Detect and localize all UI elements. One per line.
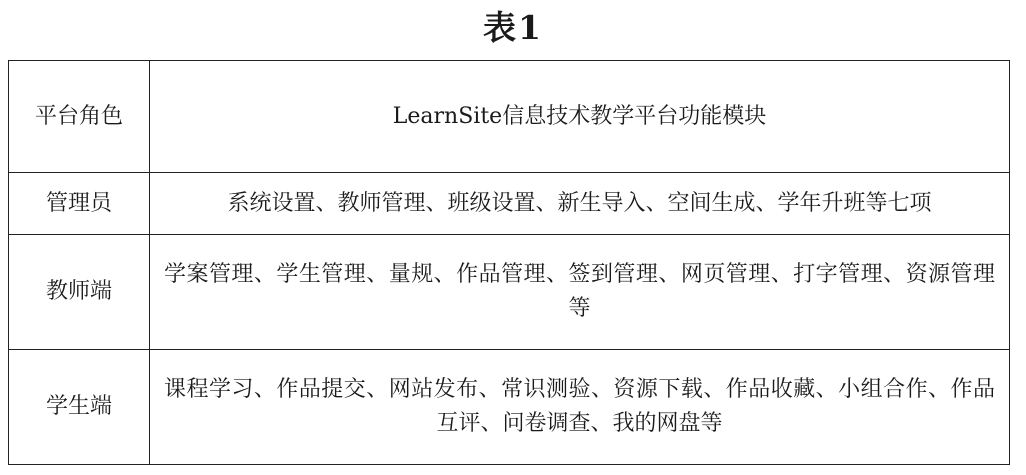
table-row-teacher (9, 235, 1010, 350)
function-module-table (8, 60, 1010, 465)
table-caption: 表1 (483, 8, 543, 47)
header-content-cell: LearnSite信息技术教学平台功能模块 (150, 61, 1010, 173)
header-role-cell: 平台角色 (9, 61, 150, 173)
role-cell-teacher: 教师端 (9, 235, 150, 350)
content-cell-teacher: 学案管理、学生管理、量规、作品管理、签到管理、网页管理、打字管理、资源管理等 (150, 235, 1010, 350)
table-header-row (9, 61, 1010, 173)
role-cell-admin: 管理员 (9, 173, 150, 235)
table-row-student (9, 350, 1010, 465)
content-cell-admin: 系统设置、教师管理、班级设置、新生导入、空间生成、学年升班等七项 (150, 173, 1010, 235)
content-cell-student: 课程学习、作品提交、网站发布、常识测验、资源下载、作品收藏、小组合作、作品互评、问卷调查、我的网盘等 (150, 350, 1010, 465)
table-row-admin (9, 173, 1010, 235)
role-cell-student: 学生端 (9, 350, 150, 465)
